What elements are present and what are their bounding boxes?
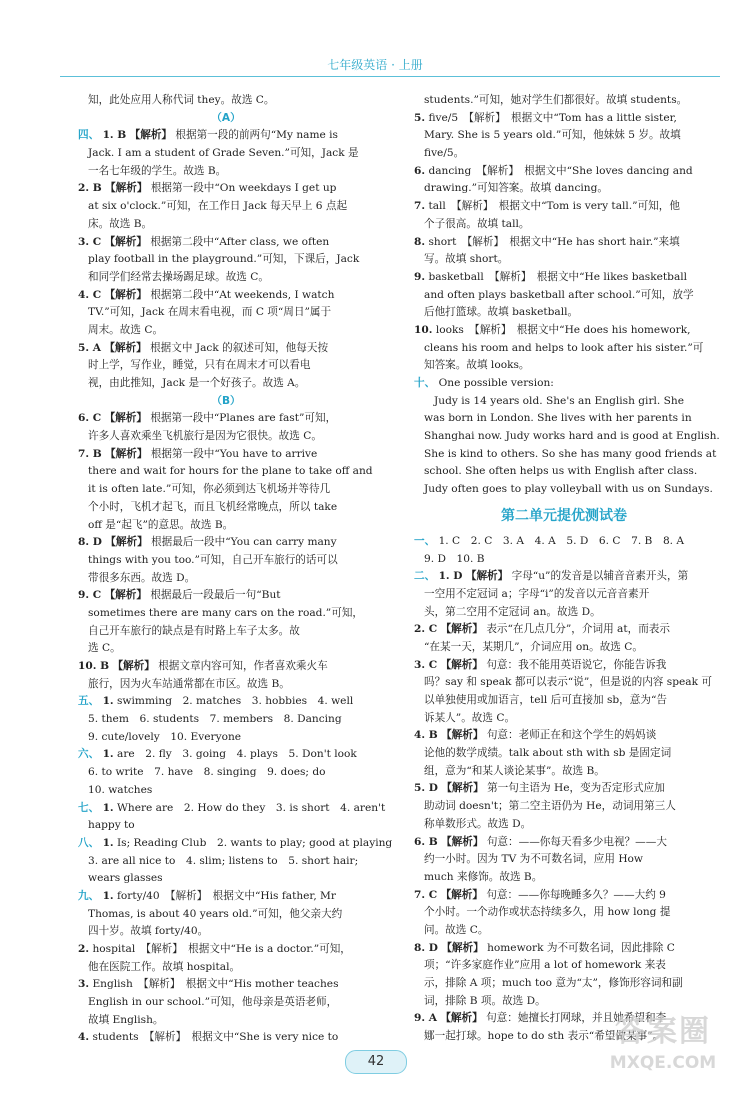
line-text: it is often late.”可知，你必须到达飞机场并等待几 <box>88 483 331 496</box>
line-text: tall 【解析】 根据文中“Tom is very tall.”可知，他 <box>428 200 680 213</box>
analysis-tag: 【解析】 <box>441 941 484 954</box>
line-text: 根据第一段中“On weekdays I get up <box>150 182 337 195</box>
answer-line <box>414 745 714 763</box>
line-text: 许多人喜欢乘坐飞机旅行是因为它很快。故选 C。 <box>88 430 322 443</box>
analysis-tag: 【解析】 <box>112 660 155 672</box>
line-text: She is kind to others. So she has many good friends at <box>424 447 717 460</box>
line-text: Judy often goes to play volleyball with us on Sundays. <box>424 483 713 496</box>
answer-line <box>78 906 374 924</box>
line-text: 3. are all nice to 4. slim; listens to 5. short hair; <box>88 854 359 867</box>
right-column-bottom <box>414 533 714 1046</box>
line-text: 1. C 2. C 3. A 4. A 5. D 6. C 7. B 8. A <box>438 534 685 547</box>
item-number: 5. A <box>78 341 101 354</box>
item-number: 2. <box>78 943 90 955</box>
line-text: 根据文中 Jack 的叙述可知，他每天按 <box>150 341 329 354</box>
line-text: school. She often helps us with English after class. <box>424 465 698 478</box>
line-text: was born in London. She lives with her parents in <box>424 412 692 425</box>
answer-line <box>78 676 374 694</box>
line-text: 四十岁。故填 forty/40。 <box>88 925 209 938</box>
answer-line <box>78 322 374 340</box>
answer-line <box>78 198 374 216</box>
section-number: 六、 <box>78 748 100 761</box>
answer-line <box>414 428 720 446</box>
answer-line <box>414 957 714 975</box>
answer-line <box>414 780 714 798</box>
line-text: Thomas, is about 40 years old.”可知，他父亲大约 <box>88 907 343 920</box>
answer-line <box>78 959 374 977</box>
line-text: five/5 【解析】 根据文中“Tom has a little sister, <box>428 111 677 124</box>
answer-line <box>78 552 374 570</box>
analysis-tag: 【解析】 <box>440 888 483 901</box>
answer-line <box>78 1012 374 1030</box>
answer-line <box>78 835 393 853</box>
line-text: 称单数形式。故选 D。 <box>424 817 532 830</box>
section-number: 八、 <box>78 836 100 849</box>
analysis-tag: 【解析】 <box>104 412 147 425</box>
item-number: 9. A <box>414 1012 437 1025</box>
section-number: 十、 <box>414 377 436 389</box>
answer-line <box>78 481 374 499</box>
answer-line <box>78 269 374 287</box>
line-text: 写。故填 short。 <box>424 253 509 266</box>
analysis-tag: 【解析】 <box>105 182 148 195</box>
line-text: 句意：——你每天看多少电视？——大 <box>486 835 667 848</box>
section-number: 二、 <box>414 570 436 583</box>
line-text: and often plays basketball after school.”可知，放学 <box>424 288 694 301</box>
answer-line <box>78 817 374 835</box>
line-text: 根据第一段中“You have to arrive <box>150 447 318 460</box>
line-text: 根据第一段的前两句“My name is <box>175 129 338 142</box>
answer-line <box>78 870 374 888</box>
line-text: 后他打篮球。故填 basketball。 <box>424 306 579 319</box>
item-number: 7. B <box>78 447 102 460</box>
answer-line <box>414 216 714 234</box>
answer-line <box>78 428 374 446</box>
line-text: 一空用不定冠词 a；字母“i”的发音以元音音素开 <box>424 587 650 600</box>
item-number: 4. C <box>78 288 102 301</box>
line-text: 诉某人”。故选 C。 <box>424 711 516 724</box>
item-number: 3. C <box>414 658 438 671</box>
analysis-tag: 【解析】 <box>129 129 173 142</box>
item-number: 5. D <box>414 782 438 795</box>
line-text: 句意：我不能用英语说它，你能告诉我 <box>486 658 667 671</box>
answer-line <box>414 621 714 639</box>
answer-line <box>78 304 374 322</box>
answer-line <box>414 834 714 852</box>
answer-line <box>78 410 374 428</box>
line-text: 9. cute/lovely 10. Everyone <box>88 730 242 743</box>
answer-line <box>414 251 714 269</box>
answer-line <box>78 180 374 198</box>
line-text: 句意：她擅长打网球，并且她希望和李 <box>486 1012 667 1025</box>
page-number: 42 <box>345 1050 407 1074</box>
item-number: 4. B <box>414 729 438 742</box>
item-number: 10. B <box>78 660 110 672</box>
passage-label: （B） <box>211 394 241 407</box>
item-number: 8. D <box>414 941 438 954</box>
answer-line <box>78 375 374 393</box>
answer-line <box>414 127 714 145</box>
item-number: 8. <box>414 235 426 248</box>
answer-line <box>78 994 374 1012</box>
answer-line <box>78 1029 374 1047</box>
answer-line <box>414 92 714 110</box>
line-text: 约一小时。因为 TV 为不可数名词，应用 How <box>424 853 644 866</box>
analysis-tag: 【解析】 <box>440 658 483 671</box>
answer-line <box>78 693 374 711</box>
answer-line <box>414 798 714 816</box>
line-text: 根据最后一段中“You can carry many <box>151 536 337 549</box>
left-column <box>78 92 393 1047</box>
item-number: 10. <box>414 323 433 336</box>
answer-line <box>414 993 714 1011</box>
line-text: One possible version: <box>438 377 554 389</box>
right-column <box>414 92 720 1046</box>
answer-line <box>78 764 374 782</box>
item-number: 7. <box>414 200 426 213</box>
answer-line <box>414 446 717 464</box>
answer-line <box>414 340 714 358</box>
line-text: 根据文章内容可知，作者喜欢乘火车 <box>158 660 328 672</box>
item-number: 1. <box>102 695 114 708</box>
line-text: off 是“起飞”的意思。故选 B。 <box>88 518 234 531</box>
unit-title: 第二单元提优测试卷 <box>501 507 627 524</box>
line-text: 他在医院工作。故填 hospital。 <box>88 960 241 973</box>
line-text: 知答案。故填 looks。 <box>424 359 530 372</box>
answer-line <box>78 746 374 764</box>
answer-line <box>414 657 714 675</box>
answer-line <box>78 517 374 535</box>
analysis-tag: 【解析】 <box>441 782 484 795</box>
analysis-tag: 【解析】 <box>104 235 147 248</box>
line-text: 9. D 10. B <box>424 552 485 565</box>
watermark-logo <box>588 1012 738 1092</box>
answer-line <box>414 234 714 252</box>
answer-line <box>414 410 714 428</box>
item-number: 1. <box>102 801 114 814</box>
answer-line <box>78 711 374 729</box>
answer-line <box>78 340 374 358</box>
line-text: 10. watches <box>88 783 153 796</box>
item-number: 8. D <box>78 536 102 549</box>
answer-line <box>78 976 374 994</box>
answer-line <box>414 604 714 622</box>
line-text: wears glasses <box>88 872 163 885</box>
analysis-tag: 【解析】 <box>441 835 484 848</box>
line-text: 根据最后一段最后一句“But <box>150 589 281 602</box>
line-text: 旅行，因为火车站通常都在市区。故选 B。 <box>88 677 290 690</box>
answer-line <box>78 287 374 305</box>
item-number: 9. C <box>78 589 102 602</box>
section-number: 一、 <box>414 534 436 547</box>
answer-line <box>414 586 714 604</box>
line-text: Mary. She is 5 years old.”可知，他妹妹 5 岁。故填 <box>424 129 681 142</box>
answer-line <box>78 888 374 906</box>
answer-line <box>78 782 374 800</box>
item-number: 3. <box>78 978 90 991</box>
section-number: 四、 <box>78 129 100 142</box>
answer-line <box>78 357 374 375</box>
item-number: 1. B <box>102 129 127 142</box>
item-number: 3. C <box>78 235 102 248</box>
line-text: Where are 2. How do they 3. is short 4. aren't <box>117 801 386 814</box>
header-rule <box>60 76 720 77</box>
item-number: 4. <box>78 1031 90 1044</box>
answer-line <box>414 816 714 834</box>
line-text: things with you too.”可知，自己开车旅行的话可以 <box>88 553 338 566</box>
answer-line <box>414 269 714 287</box>
line-text: forty/40 【解析】 根据文中“His father, Mr <box>117 889 336 902</box>
line-text: 词，排除 B 项。故选 D。 <box>424 994 546 1007</box>
watermark-bottom: MXQE.COM <box>609 1053 717 1073</box>
analysis-tag: 【解析】 <box>104 589 147 602</box>
answer-line <box>414 145 714 163</box>
section-number: 九、 <box>78 889 100 902</box>
analysis-tag: 【解析】 <box>104 288 147 301</box>
answer-line <box>414 481 714 499</box>
line-text: 第一句主语为 He，变为否定形式应加 <box>487 782 665 795</box>
passage-label: （A） <box>211 111 241 124</box>
answer-line <box>414 710 714 728</box>
answer-line <box>78 658 374 676</box>
line-text: students.”可知，她对学生们都很好。故填 students。 <box>424 94 688 106</box>
item-number: 2. C <box>414 623 438 636</box>
answer-line <box>414 975 714 993</box>
line-text: English 【解析】 根据文中“His mother teaches <box>92 978 339 991</box>
line-text: there and wait for hours for the plane to take off and <box>88 465 373 478</box>
answer-line <box>78 463 374 481</box>
section-number: 五、 <box>78 695 100 708</box>
line-text: sometimes there are many cars on the road.”可知， <box>88 606 364 619</box>
item-number: 2. B <box>78 182 102 195</box>
answer-line <box>414 887 714 905</box>
watermark-top: 答案圈 <box>615 1014 711 1049</box>
line-text: 根据第一段中“Planes are fast”可知， <box>150 412 337 425</box>
answer-line <box>414 287 714 305</box>
answer-line <box>414 393 714 411</box>
item-number: 6. B <box>414 835 438 848</box>
line-text: 6. to write 7. have 8. singing 9. does; do <box>88 766 326 779</box>
answer-line <box>78 623 374 641</box>
answer-line <box>414 198 714 216</box>
answer-line <box>78 251 374 269</box>
running-header: 七年级英语 · 上册 <box>327 58 423 72</box>
answer-line <box>414 869 714 887</box>
line-text: are 2. fly 3. going 4. plays 5. Don't look <box>117 748 357 761</box>
line-text: happy to <box>88 819 135 832</box>
analysis-tag: 【解析】 <box>105 447 148 460</box>
line-text: short 【解析】 根据文中“He has short hair.”来填 <box>428 235 680 248</box>
answer-line <box>78 216 374 234</box>
answer-line <box>414 551 714 569</box>
line-text: play football in the playground.”可知，下课后，Jack <box>88 253 360 266</box>
line-text: English in our school.”可知，他母亲是英语老师， <box>88 996 338 1009</box>
line-text: 句意：老师正在和这个学生的妈妈谈 <box>486 729 657 742</box>
answer-line <box>78 923 374 941</box>
answer-line <box>414 763 714 781</box>
answer-line <box>414 639 714 657</box>
answer-line <box>414 674 714 692</box>
answer-line <box>78 534 374 552</box>
line-text: 床。故选 B。 <box>88 217 153 230</box>
answer-line <box>78 941 374 959</box>
line-text: 组，意为“和某人谈论某事”。故选 B。 <box>424 764 605 777</box>
line-text: “在某一天，某期几”，介词应用 on。故选 C。 <box>424 640 643 653</box>
line-text: five/5。 <box>424 147 465 160</box>
answer-line <box>78 163 374 181</box>
line-text: 视，由此推知，Jack 是一个好孩子。故选 A。 <box>88 377 306 389</box>
analysis-tag: 【解析】 <box>441 729 484 742</box>
answer-line <box>414 851 714 869</box>
line-text: 周末。故选 C。 <box>88 323 164 336</box>
item-number: 1. <box>102 889 114 902</box>
item-number: 9. <box>414 270 426 283</box>
line-text: students 【解析】 根据文中“She is very nice to <box>92 1031 339 1044</box>
line-text: 示，排除 A 项；much too 意为“太”，修饰形容词和副 <box>424 977 683 989</box>
answer-line <box>78 853 374 871</box>
answer-line <box>78 587 374 605</box>
line-text: 和同学们经常去操场踢足球。故选 C。 <box>88 270 269 283</box>
line-text: 以单独使用或加语言，tell 后可直接加 sb，意为“告 <box>424 694 667 706</box>
line-text: drawing.”可知答案。故填 dancing。 <box>424 182 608 195</box>
item-number: 6. <box>414 164 426 177</box>
analysis-tag: 【解析】 <box>465 570 509 583</box>
item-number: 1. D <box>438 570 463 583</box>
line-text: Judy is 14 years old. She's an English girl. She <box>434 394 684 407</box>
line-text: 带很多东西。故选 D。 <box>88 571 196 584</box>
analysis-tag: 【解析】 <box>105 536 148 549</box>
answer-line <box>414 904 714 922</box>
line-text: 个小时。一个动作或状态持续多久，用 how long 提 <box>424 906 671 919</box>
line-text: 项；“许多家庭作业”应用 a lot of homework 来表 <box>424 959 666 972</box>
line-text: 时上学，写作业，睡觉，只有在周末才可以看电 <box>88 359 311 372</box>
answer-line <box>414 568 714 586</box>
answer-line <box>414 110 714 128</box>
answer-line <box>414 922 714 940</box>
answer-line <box>78 446 374 464</box>
line-text: 自己开车旅行的缺点是有时路上车子太多。故 <box>88 624 300 637</box>
answer-line <box>78 729 374 747</box>
answer-line <box>78 570 374 588</box>
line-text: 表示“在几点几分”，介词用 at，而表示 <box>486 623 670 636</box>
line-text: dancing 【解析】 根据文中“She loves dancing and <box>428 164 693 177</box>
line-text: 句意：——你每晚睡多久？——大约 9 <box>486 888 666 901</box>
answer-line <box>78 145 374 163</box>
answer-line <box>414 375 714 393</box>
section-number: 七、 <box>78 801 100 814</box>
answer-line <box>78 800 386 818</box>
line-text: 个子很高。故填 tall。 <box>424 217 530 230</box>
line-text: 娜一起打球。hope to do sth 表示“希望做某事”。 <box>424 1030 664 1043</box>
right-column-top <box>414 92 720 499</box>
answer-line <box>414 322 714 340</box>
line-text: 助动词 doesn't；第二空主语仍为 He，动词用第三人 <box>424 800 676 813</box>
line-text: homework 为不可数名词，因此排除 C <box>487 941 675 954</box>
analysis-tag: 【解析】 <box>440 1012 483 1025</box>
line-text: 个小时，飞机才起飞，而且飞机经常晚点，所以 take <box>88 500 338 513</box>
analysis-tag: 【解析】 <box>104 341 147 354</box>
line-text: 知，此处应用人称代词 they。故选 C。 <box>88 94 275 106</box>
line-text: 字母“u”的发音是以辅音音素开头，第 <box>511 570 689 583</box>
line-text: 问。故选 C。 <box>424 923 489 936</box>
line-text: 故填 English。 <box>88 1013 164 1026</box>
line-text: 头，第二空用不定冠词 an。故选 D。 <box>424 605 601 618</box>
item-number: 7. C <box>414 888 438 901</box>
answer-line <box>414 163 714 181</box>
answer-line <box>78 234 374 252</box>
line-text: Jack. I am a student of Grade Seven.”可知，Jack 是 <box>88 147 359 160</box>
line-text: 论他的数学成绩。talk about sth with sb 是固定词 <box>424 747 672 760</box>
line-text: 吗？say 和 speak 都可以表示“说”，但是说的内容 speak 可 <box>424 676 712 689</box>
line-text: looks 【解析】 根据文中“He does his homework, <box>435 323 691 336</box>
line-text: basketball 【解析】 根据文中“He likes basketball <box>428 270 688 283</box>
line-text: TV.”可知，Jack 在周末看电视，而 C 项“周日”属于 <box>88 306 332 319</box>
line-text: much 来修饰。故选 B。 <box>424 870 543 883</box>
answer-line <box>414 940 714 958</box>
line-text: swimming 2. matches 3. hobbies 4. well <box>117 695 354 708</box>
line-text: at six o'clock.”可知，在工作日 Jack 每天早上 6 点起 <box>88 200 348 213</box>
line-text: 一名七年级的学生。故选 B。 <box>88 164 227 177</box>
line-text: hospital 【解析】 根据文中“He is a doctor.”可知， <box>92 943 351 955</box>
answer-line <box>414 357 714 375</box>
line-text: 5. them 6. students 7. members 8. Dancing <box>88 713 342 726</box>
answer-line <box>78 92 374 110</box>
answer-line <box>414 727 714 745</box>
answer-line <box>414 180 714 198</box>
answer-line <box>414 304 714 322</box>
answer-line <box>78 499 374 517</box>
item-number: 5. <box>414 111 426 124</box>
answer-line <box>78 640 374 658</box>
line-text: 选 C。 <box>88 642 121 655</box>
line-text: Is; Reading Club 2. wants to play; good at playing <box>117 836 393 849</box>
line-text: 根据第二段中“After class, we often <box>150 235 330 248</box>
item-number: 1. <box>102 836 114 849</box>
answer-line <box>414 692 714 710</box>
line-text: Shanghai now. Judy works hard and is good at English. <box>424 430 720 443</box>
answer-line <box>414 533 714 551</box>
item-number: 6. C <box>78 412 102 425</box>
answer-line <box>414 463 714 481</box>
answer-line <box>78 605 374 623</box>
line-text: 根据第二段中“At weekends, I watch <box>150 288 335 301</box>
item-number: 1. <box>102 748 114 761</box>
answer-line <box>78 127 374 145</box>
analysis-tag: 【解析】 <box>440 623 483 636</box>
line-text: cleans his room and helps to look after his sister.”可 <box>424 341 704 354</box>
